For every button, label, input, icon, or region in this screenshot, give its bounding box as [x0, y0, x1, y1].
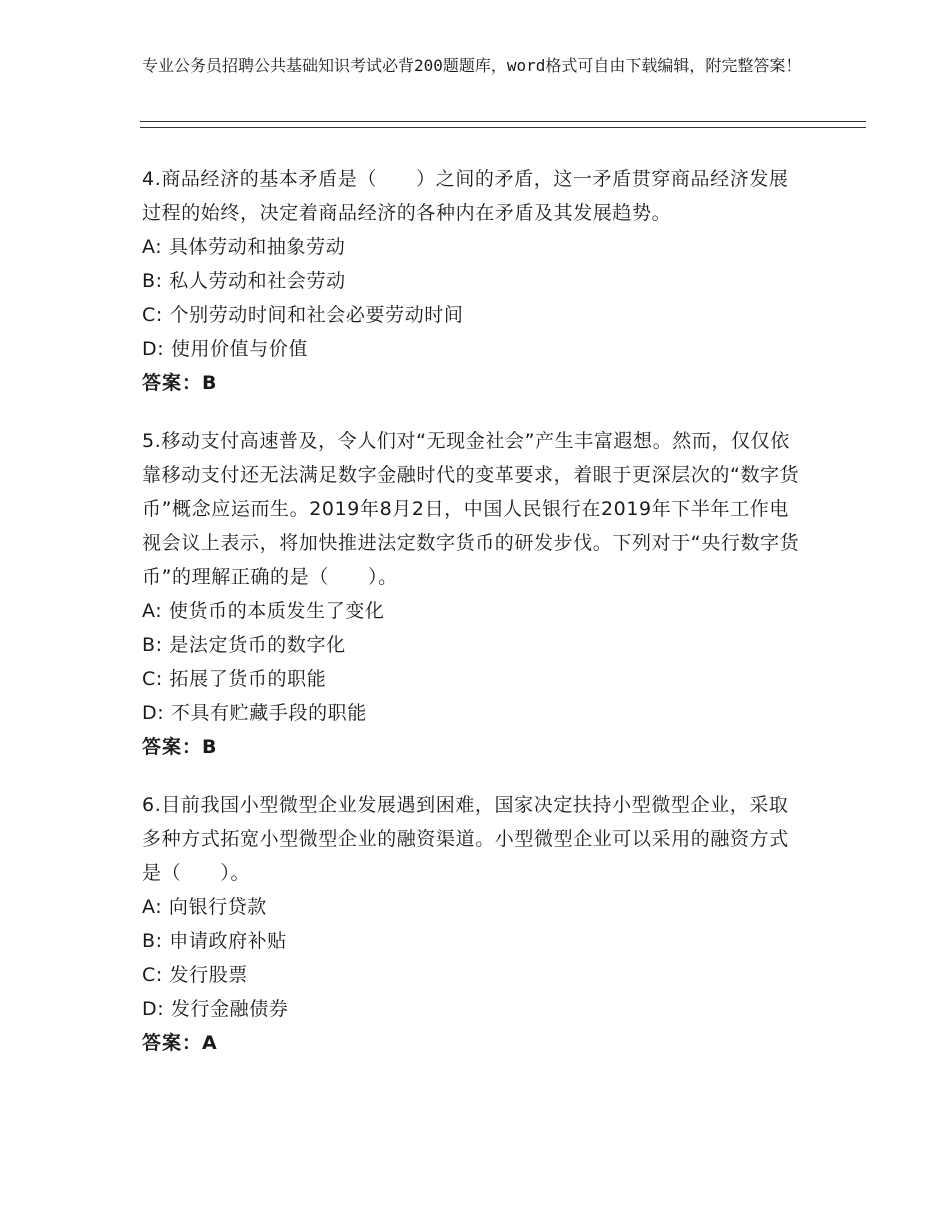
header-double-rule [140, 121, 866, 128]
option-c: C: 拓展了货币的职能 [142, 668, 327, 690]
question-stem: 5.移动支付高速普及，令人们对“无现金社会”产生丰富遐想。然而，仅仅依靠移动支付还无法满足数字金融时代的变革要求，着眼于更深层次的“数字货币”概念应运而生。2019年8月2日，中国人民银行在2019年下半年工作电视会议上表示，将加快推进法定数字货币的研发步伐。下列对于“央行数字货币”的理解正确的是（ ）。 [142, 430, 800, 588]
option-d: D: 发行金融债券 [142, 998, 289, 1020]
option-b: B: 申请政府补贴 [142, 930, 287, 952]
answer-line: 答案：B [142, 372, 218, 394]
question-stem: 6.目前我国小型微型企业发展遇到困难，国家决定扶持小型微型企业，采取多种方式拓宽小型微型企业的融资渠道。小型微型企业可以采用的融资方式是（ ）。 [142, 794, 789, 884]
option-d: D: 使用价值与价值 [142, 338, 309, 360]
option-c: C: 个别劳动时间和社会必要劳动时间 [142, 304, 464, 326]
option-b: B: 私人劳动和社会劳动 [142, 270, 346, 292]
option-b: B: 是法定货币的数字化 [142, 634, 346, 656]
question-list [142, 162, 807, 1084]
option-d: D: 不具有贮藏手段的职能 [142, 702, 367, 724]
option-a: A: 使货币的本质发生了变化 [142, 600, 385, 622]
option-a: A: 具体劳动和抽象劳动 [142, 236, 346, 258]
option-a: A: 向银行贷款 [142, 896, 267, 918]
question-5 [142, 424, 807, 764]
question-6 [142, 788, 807, 1060]
answer-line: 答案：B [142, 736, 218, 758]
question-stem: 4.商品经济的基本矛盾是（ ）之间的矛盾，这一矛盾贯穿商品经济发展过程的始终，决定着商品经济的各种内在矛盾及其发展趋势。 [142, 168, 789, 224]
page-header: 专业公务员招聘公共基础知识考试必背200题题库，word格式可自由下载编辑，附完整答案！ [142, 56, 802, 75]
question-4 [142, 162, 807, 400]
answer-line: 答案：A [142, 1032, 218, 1054]
option-c: C: 发行股票 [142, 964, 248, 986]
